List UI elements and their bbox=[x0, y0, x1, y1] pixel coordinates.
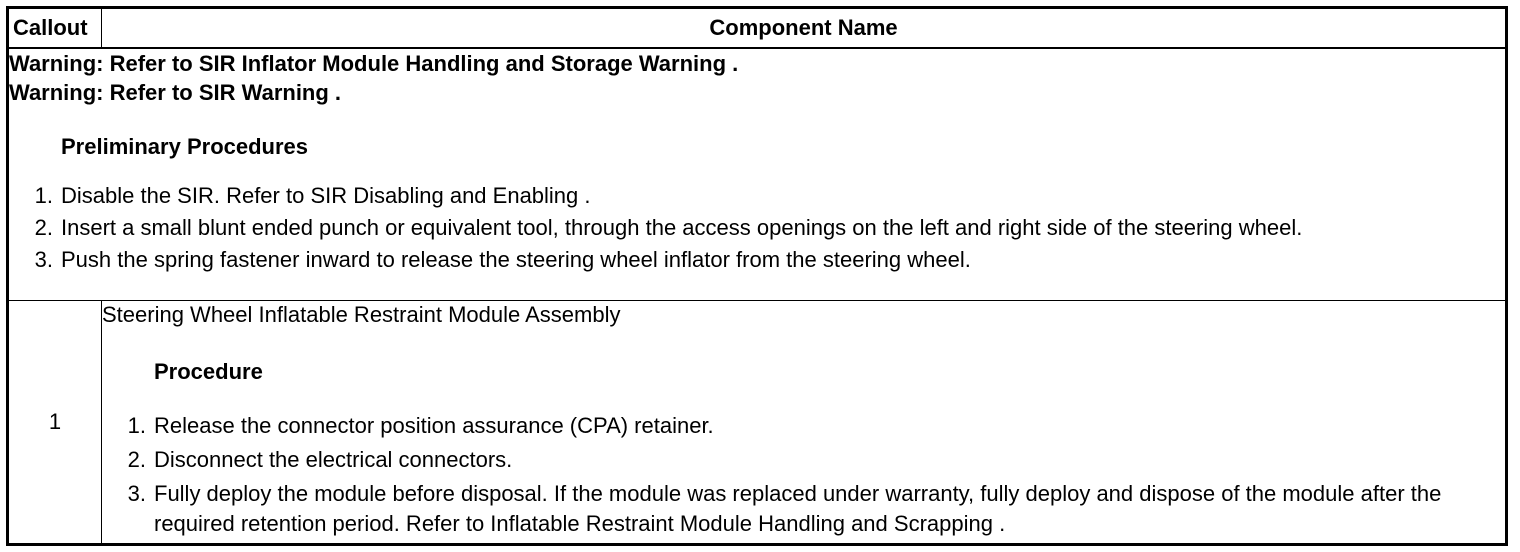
step-number: 1. bbox=[34, 183, 53, 208]
preliminary-procedures-heading: Preliminary Procedures bbox=[61, 134, 309, 159]
step-text: Disable the SIR. Refer to SIR Disabling and Enabling . bbox=[61, 183, 591, 208]
step-number: 3. bbox=[127, 480, 146, 506]
step-text: Release the connector position assurance (CPA) retainer. bbox=[154, 412, 714, 438]
warning-cell bbox=[8, 48, 1507, 300]
list-item bbox=[102, 445, 1505, 475]
step-number: 3. bbox=[34, 247, 53, 272]
component-name: Steering Wheel Inflatable Restraint Module Assembly bbox=[102, 301, 621, 327]
list-item bbox=[9, 214, 1505, 242]
procedure-steps-list bbox=[102, 411, 1505, 539]
warning-line: Warning: Refer to SIR Inflator Module Handling and Storage Warning . bbox=[9, 51, 739, 76]
step-text: Fully deploy the module before disposal. If the module was replaced under warranty, fully deploy and dispose of the module after the required retention period. Refer to Inflatable Restraint Module Handling and Scrapping . bbox=[154, 480, 1442, 536]
warning-row bbox=[8, 48, 1507, 300]
list-item bbox=[9, 246, 1505, 274]
procedure-heading: Procedure bbox=[154, 358, 263, 384]
callout-number: 1 bbox=[8, 300, 102, 544]
table-header-row bbox=[8, 8, 1507, 49]
warning-line: Warning: Refer to SIR Warning . bbox=[9, 80, 342, 105]
step-number: 1. bbox=[127, 412, 146, 438]
step-text: Disconnect the electrical connectors. bbox=[154, 446, 513, 472]
preliminary-steps-list bbox=[9, 182, 1505, 274]
step-text: Insert a small blunt ended punch or equivalent tool, through the access openings on the left and right side of the steering wheel. bbox=[61, 215, 1303, 240]
component-cell bbox=[102, 300, 1507, 544]
list-item bbox=[102, 479, 1505, 539]
list-item bbox=[9, 182, 1505, 210]
list-item bbox=[102, 411, 1505, 441]
step-number: 2. bbox=[34, 215, 53, 240]
component-table bbox=[6, 6, 1508, 546]
step-text: Push the spring fastener inward to release the steering wheel inflator from the steering wheel. bbox=[61, 247, 971, 272]
callout-column-header: Callout bbox=[8, 8, 102, 49]
component-name-column-header: Component Name bbox=[102, 8, 1507, 49]
table-row bbox=[8, 300, 1507, 544]
step-number: 2. bbox=[127, 446, 146, 472]
